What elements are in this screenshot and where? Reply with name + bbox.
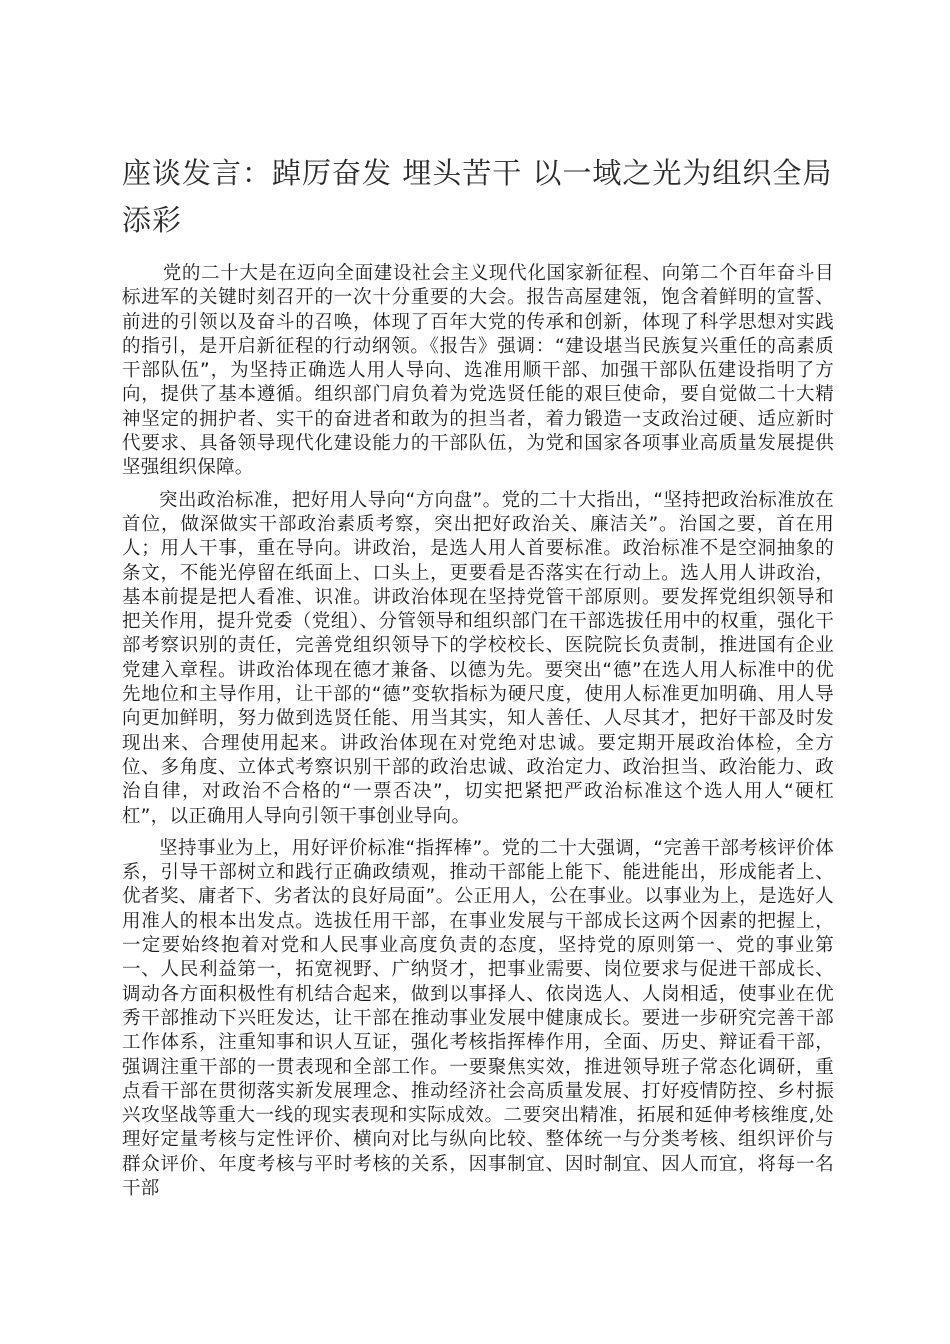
paragraph-career-first: 坚持事业为上，用好评价标准“指挥棒”。党的二十大强调，“完善干部考核评价体系，引导干部树立和践行正确政绩观，推动干部能上能下、能进能出，形成能者上、优者奖、庸者下、劣者汰的良好局面”。公正用人，公在事业。以事业为上，是选好人用准人的根本出发点。选拔任用干部，在事业发展与干部成长这两个因素的把握上，一定要始终抱着对党和人民事业高度负责的态度，坚持党的原则第一、党的事业第一、人民利益第一，拓宽视野、广纳贤才，把事业需要、岗位要求与促进干部成长、调动各方面积极性有机结合起来，做到以事择人、依岗选人、人岗相适，使事业在优秀干部推动下兴旺发达，让干部在推动事业发展中健康成长。要进一步研究完善干部工作体系，注重知事和识人互证，强化考核指挥棒作用，全面、历史、辩证看干部，强调注重干部的一贯表现和全部工作。一要聚焦实效，推进领导班子常态化调研，重点看干部在贯彻落实新发展理念、推动经济社会高质量发展、打好疫情防控、乡村振兴攻坚战等重大一线的现实表现和实际成效。二要突出精准，拓展和延伸考核维度,处理好定量考核与定性评价、横向对比与纵向比较、整体统一与分类考核、组织评价与群众评价、年度考核与平时考核的关系，因事制宜、因时制宜、因人而宜，将每一名干部	[122, 837, 834, 1199]
paragraph-intro: 党的二十大是在迈向全面建设社会主义现代化国家新征程、向第二个百年奋斗目标进军的关键时刻召开的一次十分重要的大会。报告高屋建瓴，饱含着鲜明的宣誓、前进的引领以及奋斗的召唤，体现了百年大党的传承和创新，体现了科学思想对实践的指引，是开启新征程的行动纲领。《报告》强调：“建设堪当民族复兴重任的高素质干部队伍”，为坚持正确选人用人导向、选准用顺干部、加强干部队伍建设指明了方向，提供了基本遵循。组织部门肩负着为党选贤任能的艰巨使命，要自觉做二十大精神坚定的拥护者、实干的奋进者和敢为的担当者，着力锻造一支政治过硬、适应新时代要求、具备领导现代化建设能力的干部队伍，为党和国家各项事业高质量发展提供坚强组织保障。	[122, 263, 834, 479]
paragraph-political-standard: 突出政治标准，把好用人导向“方向盘”。党的二十大指出，“坚持把政治标准放在首位，做深做实干部政治素质考察，突出把好政治关、廉洁关”。治国之要，首在用人；用人干事，重在导向。讲政治，是选人用人首要标准。政治标准不是空洞抽象的条文，不能光停留在纸面上、口头上，更要看是否落实在行动上。选人用人讲政治，基本前提是把人看准、识准。讲政治体现在坚持党管干部原则。要发挥党组织领导和把关作用，提升党委（党组）、分管领导和组织部门在干部选拔任用中的权重，强化干部考察识别的责任，完善党组织领导下的学校校长、医院院长负责制，推进国有企业党建入章程。讲政治体现在德才兼备、以德为先。要突出“德”在选人用人标准中的优先地位和主导作用，让干部的“德”变软指标为硬尺度，使用人标准更加明确、用人导向更加鲜明，努力做到选贤任能、用当其实，知人善任、人尽其才，把好干部及时发现出来、合理使用起来。讲政治体现在对党绝对忠诚。要定期开展政治体检，全方位、多角度、立体式考察识别干部的政治忠诚、政治定力、政治担当、政治能力、政治自律，对政治不合格的“一票否决”，切实把紧把严政治标准这个选人用人“硬杠杠”，以正确用人导向引领干事创业导向。	[122, 489, 834, 827]
document-body	[122, 262, 834, 1201]
document-title: 座谈发言：踔厉奋发 埋头苦干 以一域之光为组织全局添彩	[122, 156, 833, 237]
